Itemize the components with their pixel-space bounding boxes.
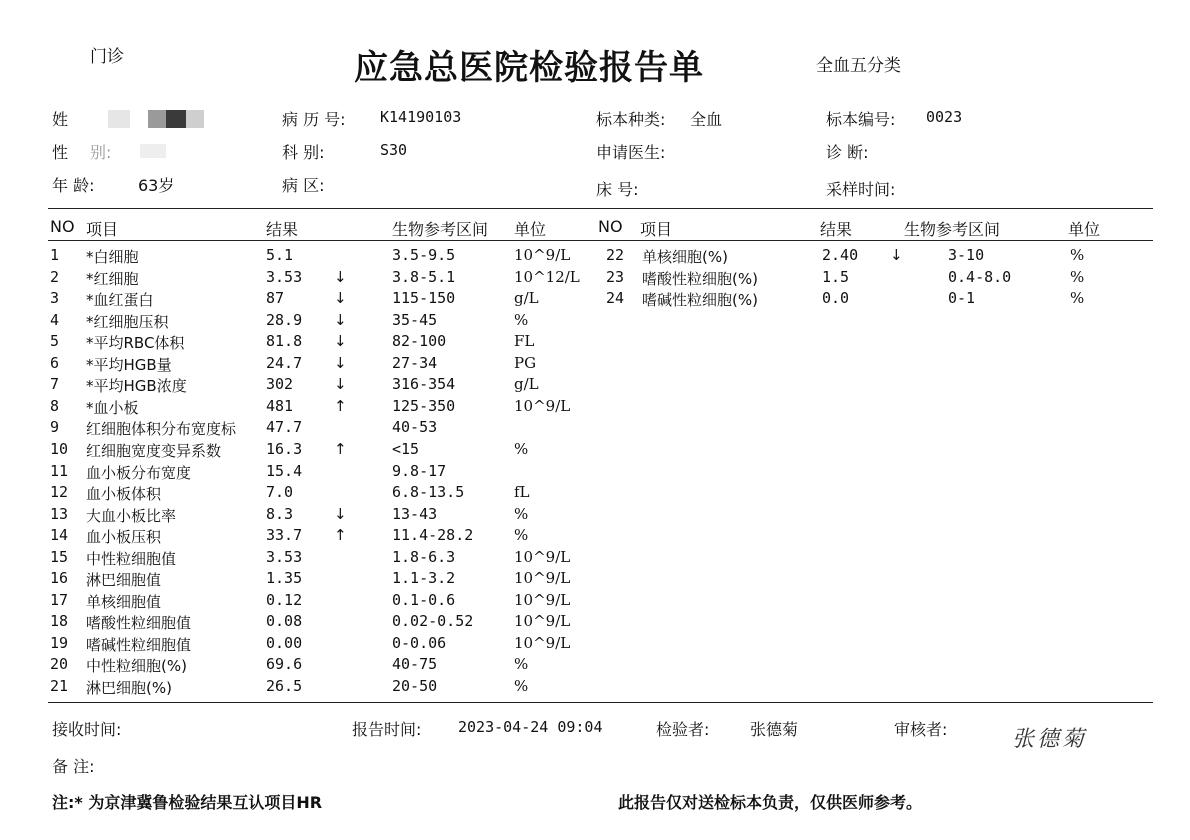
receive-time-label: 接收时间: (52, 720, 122, 739)
row-ref: 0.1-0.6 (392, 591, 456, 609)
row-no: 20 (50, 655, 69, 673)
diagnosis-label: 诊 断: (826, 143, 869, 162)
row-item: 中性粒细胞值 (86, 550, 177, 568)
gender-label-2: 别: (90, 143, 112, 162)
row-flag: ↓ (334, 289, 347, 307)
report-disclaimer: 此报告仅对送检标本负责，仅供医师参考。 (618, 793, 923, 812)
gender-label: 性 (52, 143, 69, 162)
row-result: 28.9 (266, 311, 303, 329)
report-title: 应急总医院检验报告单 (354, 48, 704, 88)
row-flag: ↓ (334, 354, 347, 372)
row-ref: 6.8-13.5 (392, 483, 465, 501)
row-item: *平均HGB量 (86, 356, 172, 374)
row-no: 5 (50, 332, 60, 350)
row-ref: 0-1 (948, 289, 976, 307)
report-time-value: 2023-04-24 09:04 (458, 718, 603, 736)
clinic-type: 门诊 (90, 47, 124, 67)
report-subtitle: 全血五分类 (816, 56, 901, 76)
tester-value: 张德菊 (750, 720, 799, 739)
row-unit: g/L (514, 289, 539, 307)
row-unit: 10^9/L (514, 612, 571, 630)
row-flag: ↓ (890, 246, 903, 264)
row-ref: 1.8-6.3 (392, 548, 456, 566)
row-item: 淋巴细胞值 (86, 571, 162, 589)
row-ref: <15 (392, 440, 420, 458)
specimen-type-value: 全血 (690, 110, 723, 129)
header-unit: 单位 (514, 220, 547, 239)
row-no: 3 (50, 289, 60, 307)
row-ref: 3.5-9.5 (392, 246, 456, 264)
row-no: 22 (606, 246, 625, 264)
doctor-label: 申请医生: (596, 143, 666, 162)
bed-label: 床 号: (596, 180, 639, 199)
redacted-name (186, 110, 204, 128)
header-item: 项目 (86, 220, 119, 239)
header-ref: 生物参考区间 (904, 220, 1001, 239)
row-ref: 82-100 (392, 332, 447, 350)
row-result: 81.8 (266, 332, 303, 350)
tester-label: 检验者: (656, 720, 710, 739)
redacted-gender (140, 144, 166, 158)
row-item: 嗜碱性粒细胞值 (86, 636, 192, 654)
row-item: 红细胞体积分布宽度标 (86, 420, 237, 438)
row-result: 69.6 (266, 655, 303, 673)
row-unit: % (514, 655, 529, 673)
row-no: 17 (50, 591, 69, 609)
row-result: 3.53 (266, 548, 303, 566)
redacted-name (148, 110, 166, 128)
row-result: 47.7 (266, 418, 303, 436)
specimen-no-label: 标本编号: (826, 110, 896, 129)
row-unit: % (514, 677, 529, 695)
dept-value: S30 (380, 141, 408, 159)
row-result: 2.40 (822, 246, 859, 264)
row-unit: 10^9/L (514, 397, 571, 415)
row-unit: 10^9/L (514, 246, 571, 264)
row-ref: 11.4-28.2 (392, 526, 474, 544)
row-ref: 9.8-17 (392, 462, 447, 480)
specimen-type-label: 标本种类: (596, 110, 666, 129)
record-value: K14190103 (380, 108, 462, 126)
row-unit: PG (514, 354, 537, 372)
age-label: 年 龄: (52, 176, 95, 195)
row-ref: 3-10 (948, 246, 985, 264)
row-flag: ↓ (334, 505, 347, 523)
row-no: 11 (50, 462, 69, 480)
row-result: 33.7 (266, 526, 303, 544)
row-unit: % (1070, 289, 1085, 307)
row-unit: fL (514, 483, 530, 501)
row-item: 淋巴细胞(%) (86, 679, 172, 697)
row-item: *白细胞 (86, 248, 139, 266)
row-item: 红细胞宽度变异系数 (86, 442, 222, 460)
row-result: 16.3 (266, 440, 303, 458)
row-ref: 27-34 (392, 354, 438, 372)
row-result: 15.4 (266, 462, 303, 480)
row-no: 10 (50, 440, 69, 458)
row-unit: 10^9/L (514, 634, 571, 652)
row-ref: 0-0.06 (392, 634, 447, 652)
row-flag: ↑ (334, 440, 347, 458)
row-no: 2 (50, 268, 60, 286)
row-item: 大血小板比率 (86, 507, 177, 525)
mutual-recognition-note: 注:* 为京津冀鲁检验结果互认项目HR (52, 793, 323, 812)
row-ref: 125-350 (392, 397, 456, 415)
row-item: 中性粒细胞(%) (86, 657, 187, 675)
row-result: 24.7 (266, 354, 303, 372)
row-ref: 115-150 (392, 289, 456, 307)
row-no: 21 (50, 677, 69, 695)
row-unit: FL (514, 332, 535, 350)
row-result: 0.08 (266, 612, 303, 630)
row-result: 87 (266, 289, 285, 307)
row-no: 12 (50, 483, 69, 501)
row-no: 14 (50, 526, 69, 544)
reviewer-label: 审核者: (894, 720, 948, 739)
row-flag: ↑ (334, 397, 347, 415)
name-label: 姓 (52, 110, 69, 129)
row-result: 1.5 (822, 268, 850, 286)
header-ref: 生物参考区间 (392, 220, 489, 239)
row-no: 16 (50, 569, 69, 587)
row-item: 单核细胞(%) (642, 248, 728, 266)
row-item: *血小板 (86, 399, 139, 417)
row-unit: 10^12/L (514, 268, 580, 286)
row-result: 8.3 (266, 505, 294, 523)
row-unit: % (1070, 268, 1085, 286)
row-result: 26.5 (266, 677, 303, 695)
row-no: 9 (50, 418, 60, 436)
row-item: *红细胞 (86, 270, 139, 288)
reviewer-signature: 张德菊 (1012, 727, 1088, 752)
row-item: 血小板体积 (86, 485, 162, 503)
footer-rule (48, 702, 1153, 703)
row-no: 1 (50, 246, 60, 264)
row-flag: ↓ (334, 375, 347, 393)
row-item: 血小板压积 (86, 528, 162, 546)
row-unit: 10^9/L (514, 591, 571, 609)
record-label: 病 历 号: (282, 110, 346, 129)
row-result: 3.53 (266, 268, 303, 286)
row-flag: ↓ (334, 268, 347, 286)
header-item: 项目 (640, 220, 673, 239)
row-unit: % (514, 311, 529, 329)
table-top-rule (48, 208, 1153, 209)
row-ref: 0.02-0.52 (392, 612, 474, 630)
header-no: NO (50, 217, 75, 236)
specimen-no-value: 0023 (926, 108, 963, 126)
row-flag: ↓ (334, 311, 347, 329)
row-no: 7 (50, 375, 60, 393)
row-item: *平均RBC体积 (86, 334, 185, 352)
row-no: 15 (50, 548, 69, 566)
row-item: *血红蛋白 (86, 291, 154, 309)
header-no: NO (598, 217, 623, 236)
row-item: 单核细胞值 (86, 593, 162, 611)
row-no: 18 (50, 612, 69, 630)
redacted-name (166, 110, 186, 128)
remark-label: 备 注: (52, 757, 95, 776)
row-result: 5.1 (266, 246, 294, 264)
header-unit: 单位 (1068, 220, 1101, 239)
dept-label: 科 别: (282, 143, 325, 162)
report-time-label: 报告时间: (352, 720, 422, 739)
row-no: 13 (50, 505, 69, 523)
row-result: 1.35 (266, 569, 303, 587)
row-item: *平均HGB浓度 (86, 377, 187, 395)
row-result: 481 (266, 397, 294, 415)
row-unit: g/L (514, 375, 539, 393)
row-result: 0.00 (266, 634, 303, 652)
row-no: 4 (50, 311, 60, 329)
row-ref: 40-53 (392, 418, 438, 436)
row-ref: 316-354 (392, 375, 456, 393)
table-header-rule (48, 240, 1153, 241)
row-no: 19 (50, 634, 69, 652)
row-result: 0.0 (822, 289, 850, 307)
row-unit: % (514, 440, 529, 458)
row-unit: 10^9/L (514, 569, 571, 587)
row-item: 嗜酸性粒细胞值 (86, 614, 192, 632)
row-flag: ↓ (334, 332, 347, 350)
row-ref: 13-43 (392, 505, 438, 523)
row-unit: % (1070, 246, 1085, 264)
row-unit: % (514, 526, 529, 544)
ward-label: 病 区: (282, 176, 325, 195)
row-ref: 35-45 (392, 311, 438, 329)
redacted-name (108, 110, 130, 128)
row-no: 8 (50, 397, 60, 415)
row-unit: % (514, 505, 529, 523)
header-result: 结果 (266, 220, 299, 239)
row-no: 23 (606, 268, 625, 286)
row-ref: 20-50 (392, 677, 438, 695)
row-ref: 1.1-3.2 (392, 569, 456, 587)
row-item: 嗜酸性粒细胞(%) (642, 270, 758, 288)
row-item: *红细胞压积 (86, 313, 169, 331)
row-item: 嗜碱性粒细胞(%) (642, 291, 758, 309)
row-ref: 40-75 (392, 655, 438, 673)
row-no: 6 (50, 354, 60, 372)
age-value: 63岁 (138, 176, 175, 195)
row-ref: 0.4-8.0 (948, 268, 1012, 286)
row-result: 7.0 (266, 483, 294, 501)
row-unit: 10^9/L (514, 548, 571, 566)
header-result: 结果 (820, 220, 853, 239)
row-result: 0.12 (266, 591, 303, 609)
row-item: 血小板分布宽度 (86, 464, 192, 482)
row-ref: 3.8-5.1 (392, 268, 456, 286)
row-no: 24 (606, 289, 625, 307)
row-flag: ↑ (334, 526, 347, 544)
sample-time-label: 采样时间: (826, 180, 896, 199)
row-result: 302 (266, 375, 294, 393)
